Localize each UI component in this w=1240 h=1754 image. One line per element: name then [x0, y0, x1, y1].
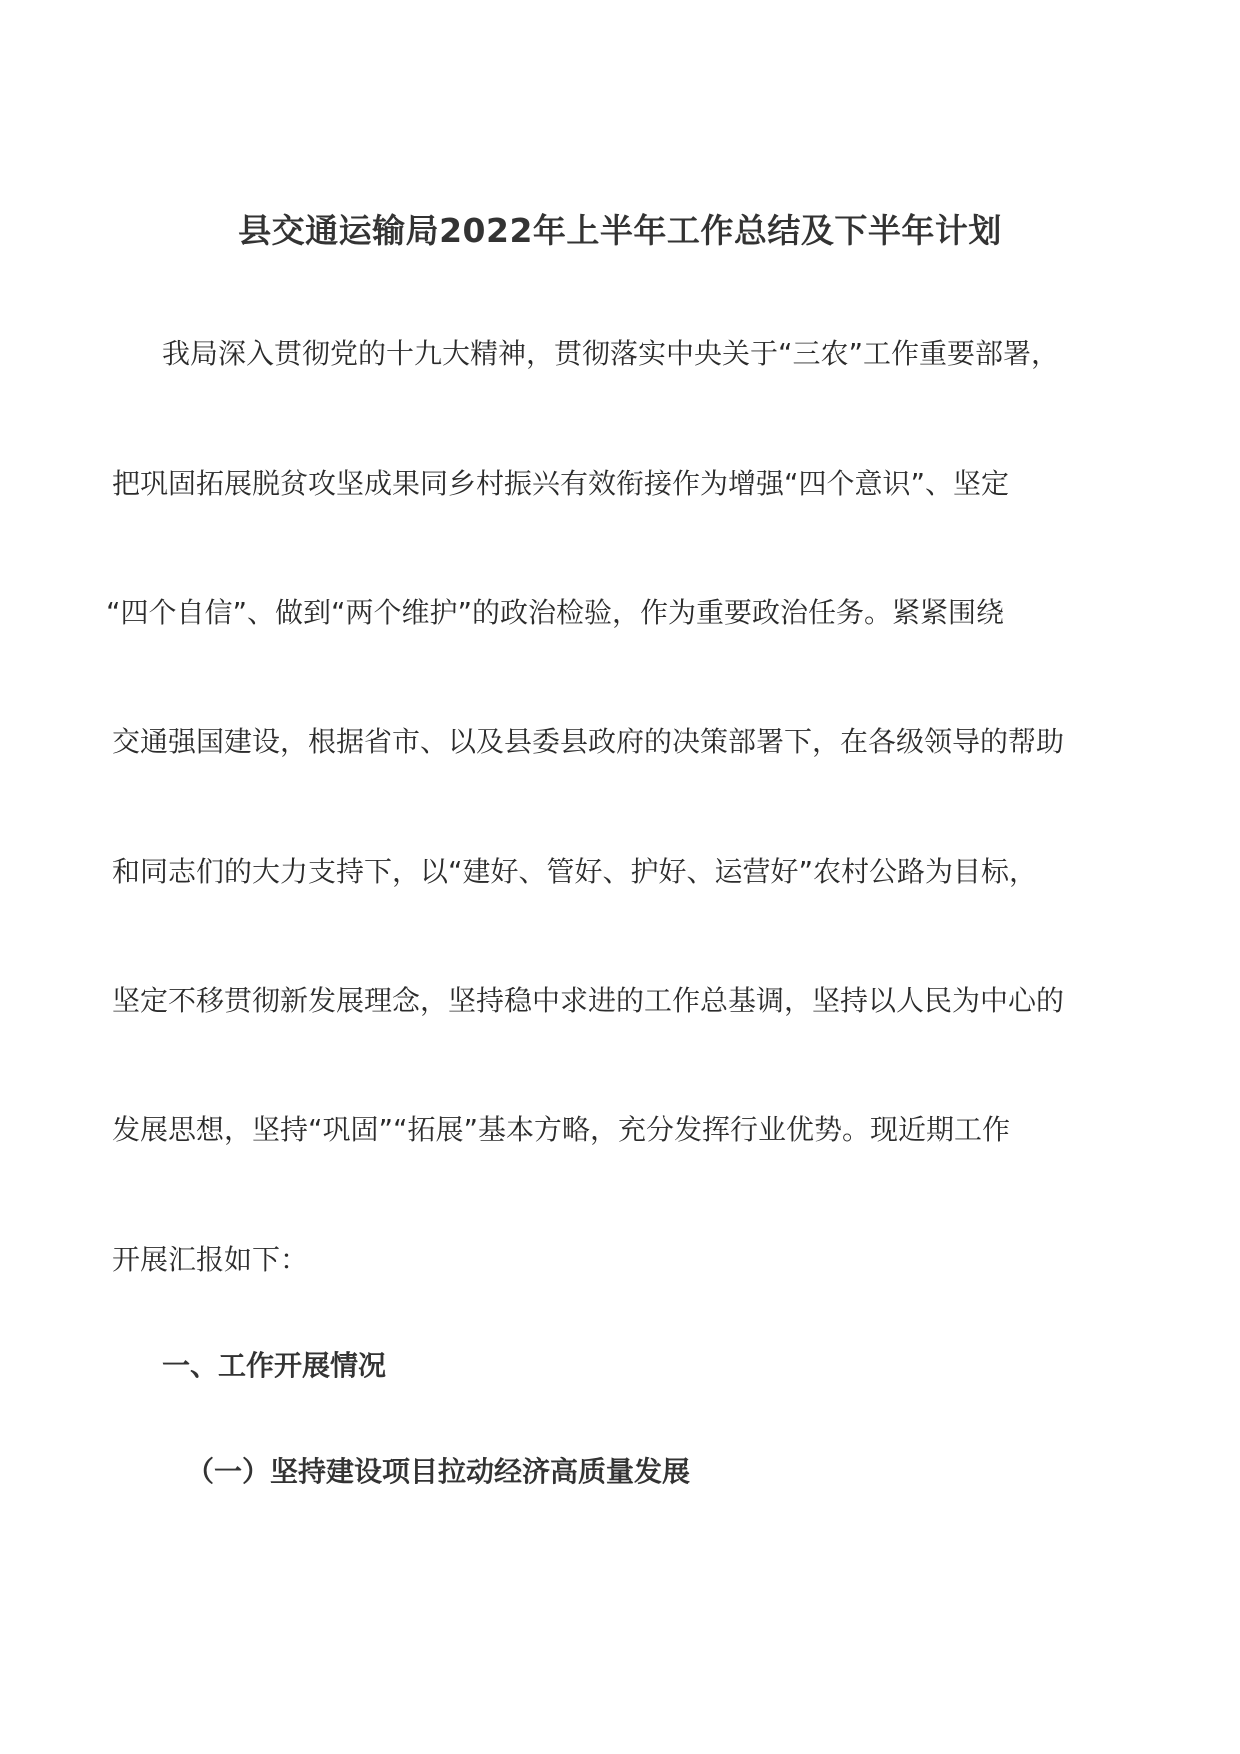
section-heading: 一、工作开展情况 [162, 1349, 387, 1382]
paragraph-line: 坚定不移贯彻新发展理念，坚持稳中求进的工作总基调，坚持以人民为中心的 [112, 984, 1065, 1017]
paragraph-line: “四个自信”、做到“两个维护”的政治检验，作为重要政治任务。紧紧围绕 [106, 596, 1005, 629]
subsection-heading: （一）坚持建设项目拉动经济高质量发展 [186, 1455, 691, 1488]
paragraph-line: 和同志们的大力支持下，以“建好、管好、护好、运营好”农村公路为目标， [112, 855, 1038, 888]
paragraph-line: 把巩固拓展脱贫攻坚成果同乡村振兴有效衔接作为增强“四个意识”、坚定 [112, 467, 1010, 500]
paragraph-line: 发展思想，坚持“巩固”“拓展”基本方略，充分发挥行业优势。现近期工作 [112, 1113, 1011, 1146]
paragraph-line: 交通强国建设，根据省市、以及县委县政府的决策部署下，在各级领导的帮助 [112, 725, 1065, 758]
paragraph-line: 开展汇报如下： [112, 1243, 309, 1276]
paragraph-line: 我局深入贯彻党的十九大精神，贯彻落实中央关于“三农”工作重要部署， [162, 337, 1060, 370]
document-title: 县交通运输局2022年上半年工作总结及下半年计划 [238, 211, 1002, 250]
